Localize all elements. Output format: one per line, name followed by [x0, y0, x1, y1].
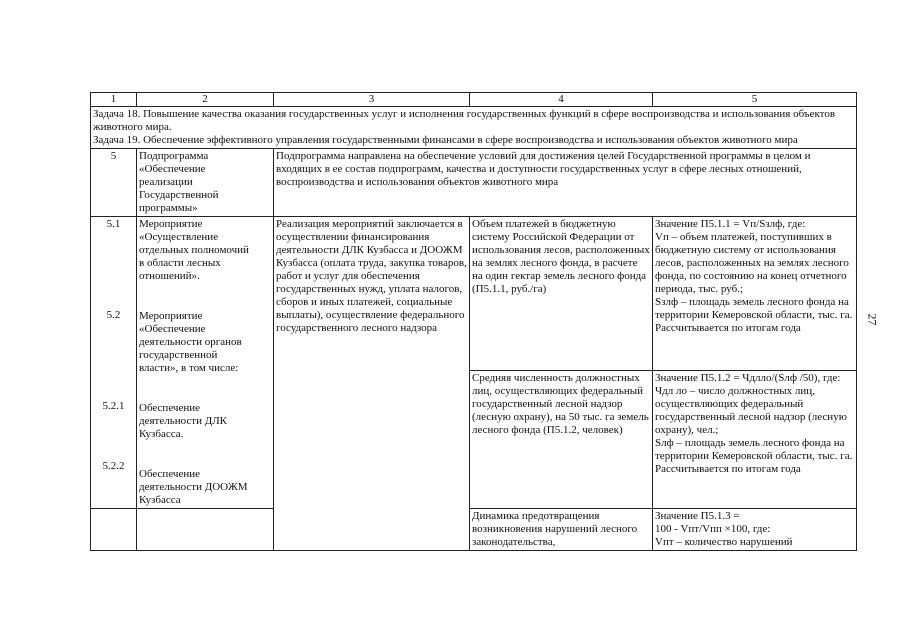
tasks-row	[91, 107, 857, 149]
realization-text: Реализация мероприятий заключается в осуществлении финансирования деятельности ДЛК Кузбасса и ДООЖМ Кузбасса (оплата труда, закупка товаров, работ и услуг для обеспечения государственных нужд, уплата налогов, сборов и иных платежей, социальные выплаты), осуществление федерального государственного лесного надзора	[274, 217, 470, 551]
program-table	[90, 92, 857, 551]
tasks-cell	[91, 107, 857, 149]
indicator-3-formula	[653, 509, 857, 551]
text-line: Мероприятие	[139, 310, 203, 322]
text-line: Подпрограмма	[139, 150, 209, 162]
subprogram-description: Подпрограмма направлена на обеспечение условий для достижения целей Государственной программы в целом и входящих в ее состав подпрограмм, качества и доступности государственных услуг в сфере лесных отношений, воспроизводства и использования объектов животного мира	[274, 149, 857, 217]
measures-row-3	[91, 509, 857, 551]
calc-note: Рассчитывается по итогам года	[655, 322, 801, 334]
text-line: деятельности ДООЖМ	[139, 481, 248, 493]
text-line: отношений».	[139, 270, 200, 282]
text-line: «Обеспечение	[139, 323, 206, 335]
text-line: в области лесных	[139, 257, 221, 269]
formula-text: Значение П5.1.2 = Чдлло/(Sлф /50), где:	[655, 372, 841, 385]
text-line: «Обеспечение	[139, 163, 206, 175]
header-cell: 1	[91, 93, 137, 107]
text-line: реализации	[139, 176, 193, 188]
measure-number: 5.1	[106, 218, 121, 230]
text-line: Кузбасса	[139, 494, 181, 506]
task-18: Задача 18. Повышение качества оказания государственных услуг и исполнения государственных функций в сфере воспроизводства и использования объектов животного мира.	[93, 108, 836, 133]
indicator-2-name: Средняя численность должностных лиц, осуществляющих федеральный государственный лесной надзор (лесную охрану), на 50 тыс. га земель лесного фонда (П5.1.2, человек)	[470, 371, 653, 509]
measure-names	[137, 217, 274, 509]
indicator-text: Объем платежей в бюджетную систему Российской Федерации от использования лесов, расположенных на землях лесного фонда, в расчете на один гектар земель лесного фонда	[472, 218, 650, 282]
subprogram-number: 5	[91, 149, 137, 217]
text-line: Мероприятие	[139, 218, 203, 230]
definition-text: Чдл ло – число должностных лиц, осуществляющих федеральный государственный лесной надзор (лесную охрану), чел.;	[655, 385, 847, 437]
document-page	[90, 92, 856, 551]
measures-row-1	[91, 217, 857, 371]
text-line: деятельности ДЛК	[139, 415, 228, 427]
formula-text: Значение П5.1.1 = Vп/Sзлф, где:	[655, 218, 806, 230]
task-19: Задача 19. Обеспечение эффективного управления государственными финансами в сфере воспроизводства и использования объектов животного мира	[93, 134, 798, 146]
indicator-1-name	[470, 217, 653, 371]
text-line: власти», в том числе:	[139, 362, 239, 374]
text-line: отдельных полномочий	[139, 244, 249, 256]
header-cell: 2	[137, 93, 274, 107]
header-cell: 4	[470, 93, 653, 107]
definition-text: Vп – объем платежей, поступивших в бюджетную систему от использования лесов, расположенных на землях лесного фонда, по состоянию на конец отчетного периода, тыс. руб.;	[655, 231, 849, 295]
indicator-code: (П5.1.1, руб./га)	[472, 283, 547, 295]
measure-number: 5.2	[106, 309, 121, 321]
text-line: программы»	[139, 202, 198, 214]
definition-text: Sзлф – площадь земель лесного фонда на территории Кемеровской области, тыс. га.	[655, 296, 853, 321]
text-line: деятельности органов	[139, 336, 242, 348]
formula-text: Значение П5.1.3 =	[655, 510, 740, 522]
subprogram-name	[137, 149, 274, 217]
indicator-3-name: Динамика предотвращения возникновения нарушений лесного законодательства,	[470, 509, 653, 551]
definition-text: Sлф – площадь земель лесного фонда на территории Кемеровской области, тыс. га.	[655, 437, 853, 463]
indicator-1-formula	[653, 217, 857, 371]
text-line: Обеспечение	[139, 468, 200, 480]
text-line: «Осуществление	[139, 231, 219, 243]
subprogram-row	[91, 149, 857, 217]
text-line: государственной	[139, 349, 218, 361]
measure-names-cont	[137, 509, 274, 551]
measure-numbers-cont	[91, 509, 137, 551]
header-cell: 5	[653, 93, 857, 107]
text-line: Обеспечение	[139, 402, 200, 414]
definition-text: Vпт – количество нарушений	[655, 536, 793, 548]
indicator-2-formula	[653, 371, 857, 509]
measure-number: 5.2.2	[102, 460, 125, 472]
table-header-row	[91, 93, 857, 107]
measure-number: 5.2.1	[102, 400, 125, 412]
formula-text: 100 - Vпт/Vпп ×100, где:	[655, 523, 771, 535]
text-line: Кузбасса.	[139, 428, 184, 440]
measure-numbers	[91, 217, 137, 509]
calc-note: Рассчитывается по итогам года	[655, 463, 801, 476]
page-number: 27	[865, 313, 880, 326]
header-cell: 3	[274, 93, 470, 107]
text-line: Государственной	[139, 189, 219, 201]
